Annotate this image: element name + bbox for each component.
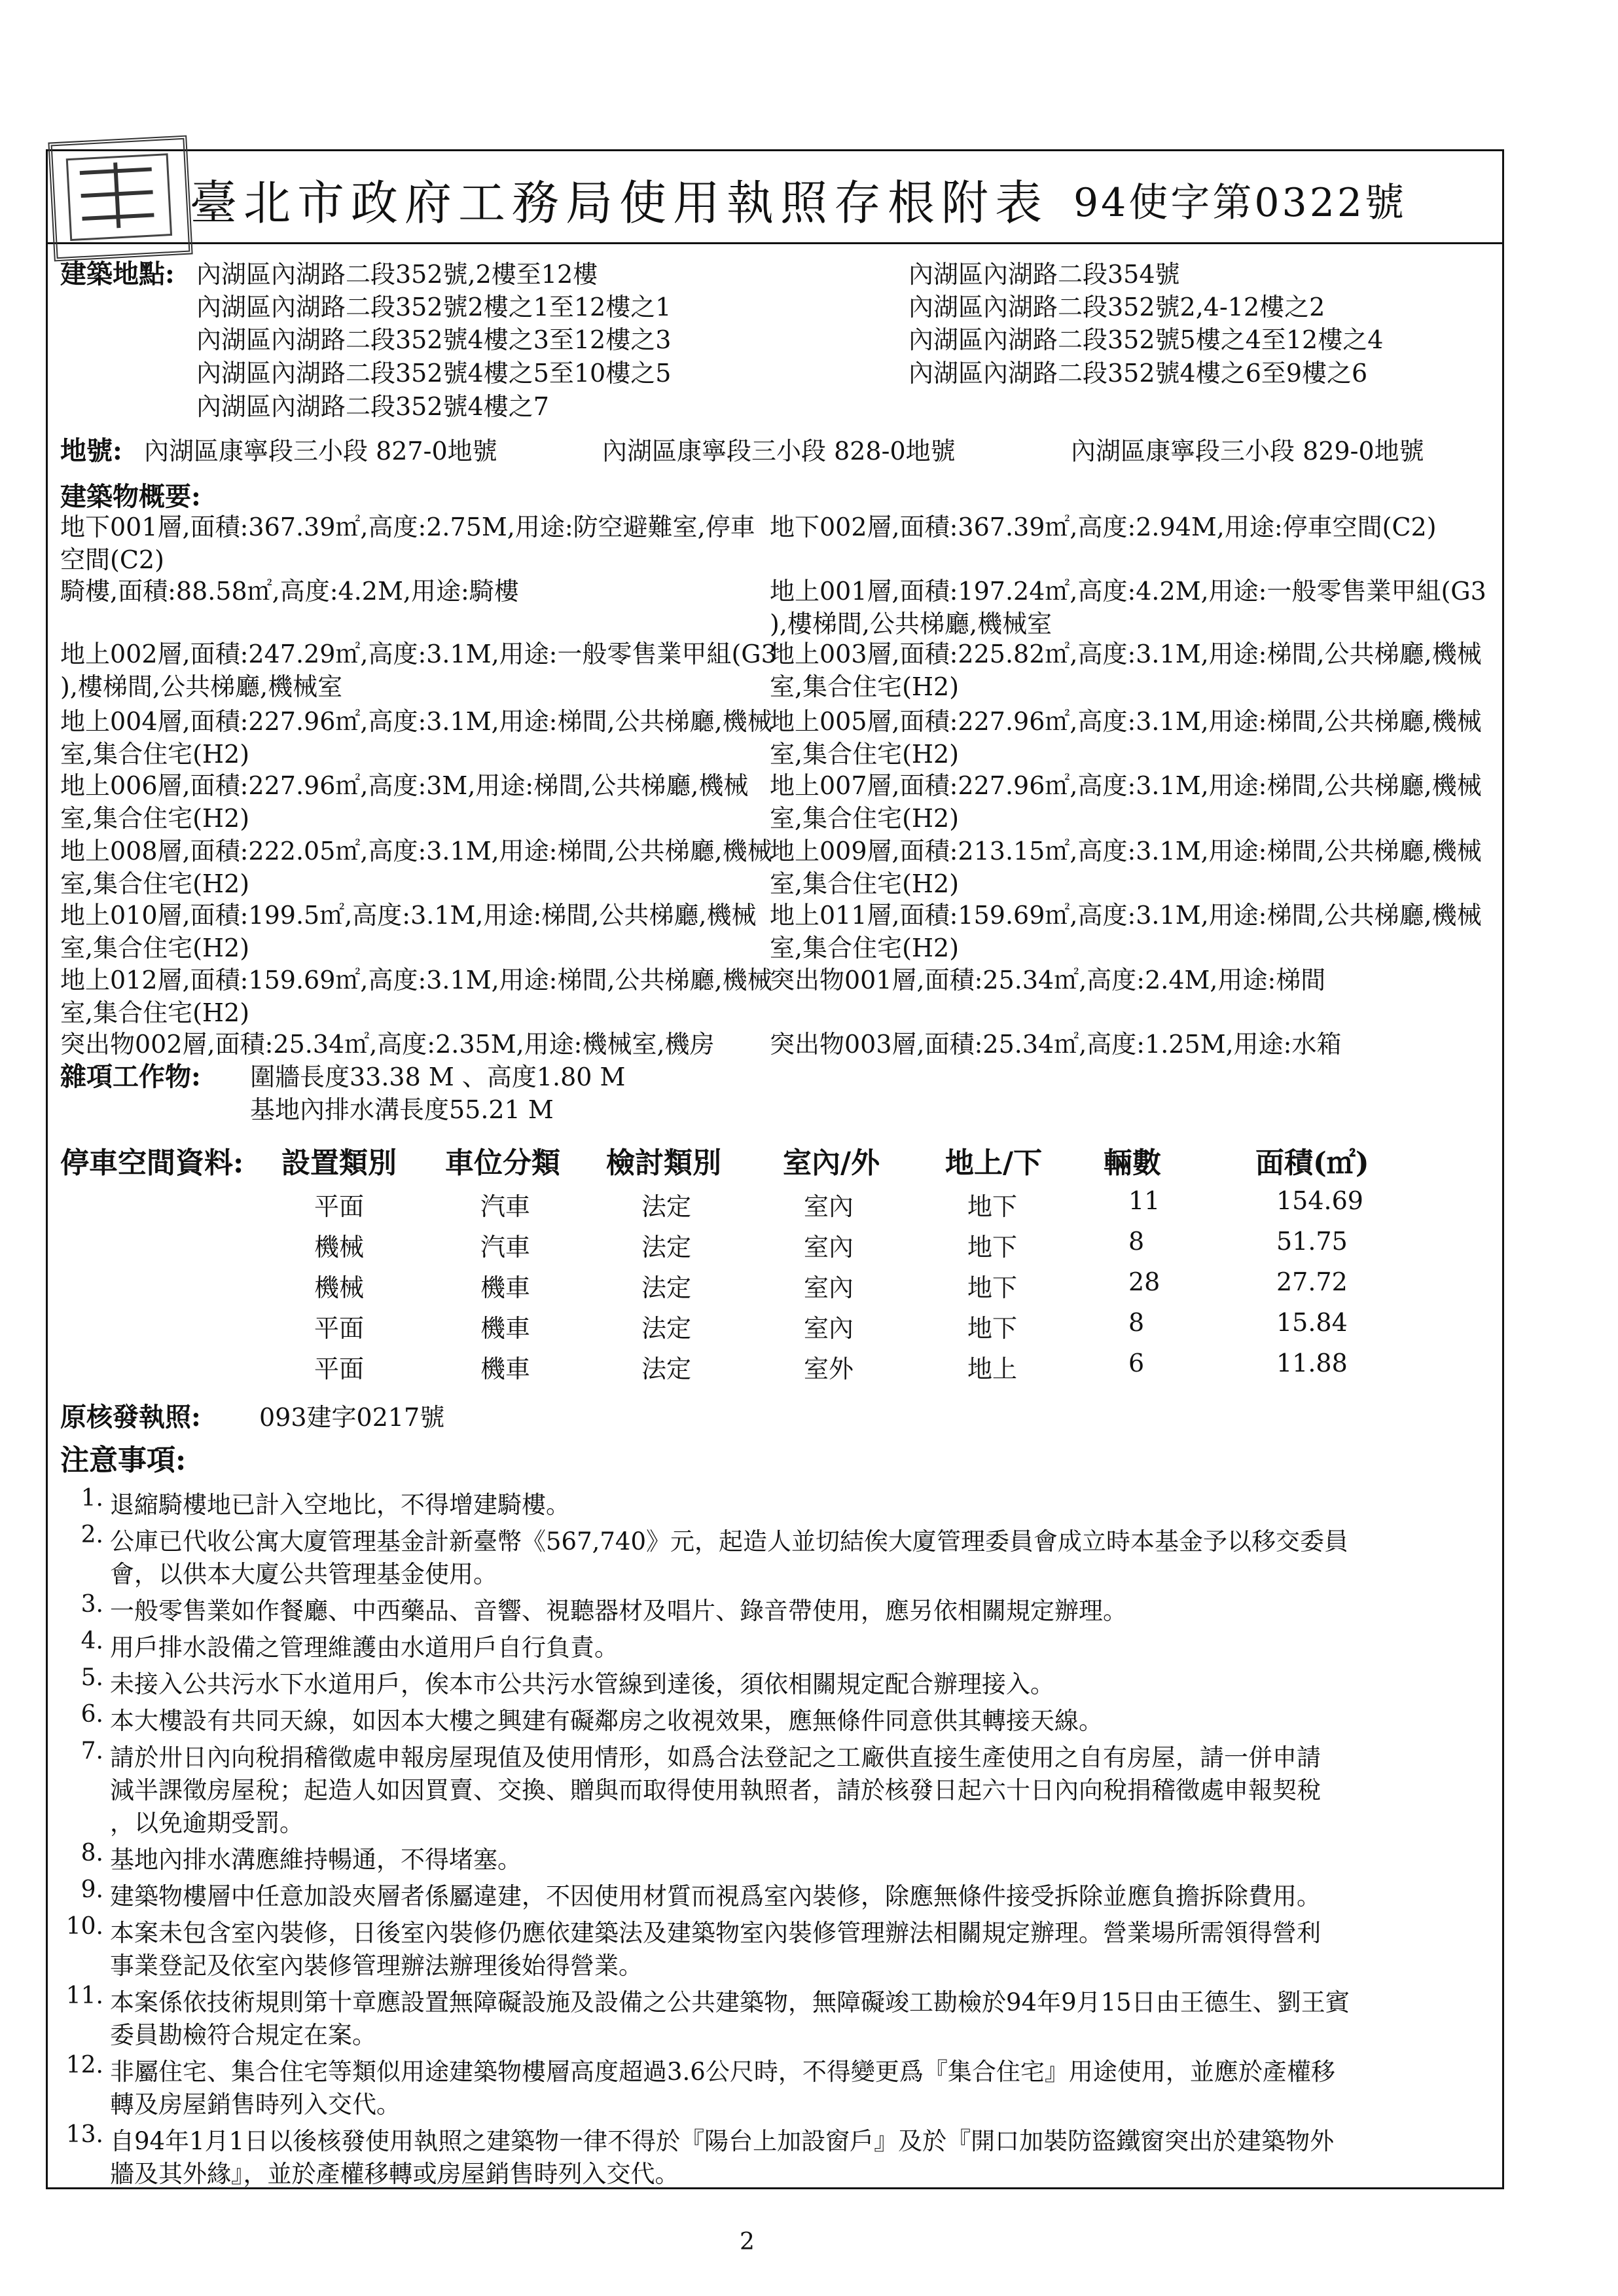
note-text: 本大樓設有共同天線，如因本大樓之興建有礙鄰房之收視效果，應無條件同意供其轉接天線。 xyxy=(110,1707,1103,1735)
misc-works-item: 基地內排水溝長度55.21 M xyxy=(250,1095,554,1124)
parking-cell: 汽車 xyxy=(480,1192,531,1221)
parking-cell: 機械 xyxy=(314,1273,365,1302)
note-text: 公庫已代收公寓大廈管理基金計新臺幣《567,740》元，起造人並切結俟大廈管理委員會成立時本基金予以移交委員 xyxy=(110,1527,1349,1556)
note-text: 用戶排水設備之管理維護由水道用戶自行負責。 xyxy=(110,1633,619,1662)
floor-entry: 突出物001層,面積:25.34㎡,高度:2.4M,用途:梯間 xyxy=(770,966,1326,994)
parking-cell: 室內 xyxy=(804,1192,854,1221)
original-permit-label: 原核發執照: xyxy=(60,1402,201,1432)
floor-entry-cont: 室,集合住宅(H2) xyxy=(770,672,960,701)
parking-cell: 地下 xyxy=(967,1192,1018,1221)
note-number: 5. xyxy=(81,1664,103,1691)
note-text: 本案係依技術規則第十章應設置無障礙設施及設備之公共建築物，無障礙竣工勘檢於94年9月15日由王德生、劉王賓 xyxy=(110,1988,1350,2016)
floor-entry-cont: ),樓梯間,公共梯廳,機械室 xyxy=(60,672,343,701)
parking-cell: 地下 xyxy=(967,1314,1018,1343)
floor-entry-cont: 室,集合住宅(H2) xyxy=(770,740,960,769)
parking-col-header: 車位分類 xyxy=(445,1146,560,1180)
parking-label: 停車空間資料: xyxy=(60,1146,244,1180)
parking-cell: 法定 xyxy=(641,1273,692,1302)
address-left-line: 內湖區內湖路二段352號4樓之3至12樓之3 xyxy=(196,325,672,354)
building-summary-label: 建築物概要: xyxy=(60,481,201,512)
note-text: 非屬住宅、集合住宅等類似用途建築物樓層高度超過3.6公尺時，不得變更爲『集合住宅』用途使用，並應於產權移 xyxy=(110,2058,1335,2086)
note-text: 轉及房屋銷售時列入交代。 xyxy=(110,2090,401,2119)
parking-cell: 汽車 xyxy=(480,1233,531,1262)
address-right-line: 內湖區內湖路二段352號2,4-12樓之2 xyxy=(908,293,1325,321)
parking-cell: 機車 xyxy=(480,1314,531,1343)
note-number: 7. xyxy=(81,1738,103,1764)
floor-entry-cont: 室,集合住宅(H2) xyxy=(60,998,250,1027)
floor-entry: 地上005層,面積:227.96㎡,高度:3.1M,用途:梯間,公共梯廳,機械 xyxy=(770,707,1482,736)
floor-entry: 地上012層,面積:159.69㎡,高度:3.1M,用途:梯間,公共梯廳,機械 xyxy=(60,966,772,994)
parking-col-header: 室內/外 xyxy=(783,1146,880,1180)
parking-col-header: 面積(㎡) xyxy=(1255,1146,1369,1180)
note-text: 退縮騎樓地已計入空地比，不得增建騎樓。 xyxy=(110,1491,570,1519)
parking-col-header: 檢討類別 xyxy=(606,1146,721,1180)
document-title: 臺北市政府工務局使用執照存根附表 xyxy=(190,175,1049,230)
note-text: ，以免逾期受罰。 xyxy=(110,1809,304,1837)
address-left-line: 內湖區內湖路二段352號2樓之1至12樓之1 xyxy=(196,293,672,321)
note-text: 自94年1月1日以後核發使用執照之建築物一律不得於『陽台上加設窗戶』及於『開口加裝防盜鐵窗突出於建築物外 xyxy=(110,2127,1335,2155)
note-text: 事業登記及依室內裝修管理辦法辦理後始得營業。 xyxy=(110,1952,643,1980)
parking-cell: 8 xyxy=(1128,1308,1145,1337)
parking-cell: 法定 xyxy=(641,1314,692,1343)
address-left-line: 內湖區內湖路二段352號4樓之5至10樓之5 xyxy=(196,359,672,388)
note-number: 10. xyxy=(65,1913,103,1940)
official-seal-stamp xyxy=(48,136,192,262)
parking-cell: 地下 xyxy=(967,1273,1018,1302)
parking-cell: 法定 xyxy=(641,1355,692,1383)
note-number: 13. xyxy=(65,2121,103,2148)
parking-cell: 154.69 xyxy=(1276,1186,1363,1215)
floor-entry-cont: 室,集合住宅(H2) xyxy=(770,869,960,898)
address-label: 建築地點: xyxy=(60,259,175,289)
lot-label: 地號: xyxy=(60,435,122,466)
parking-cell: 機車 xyxy=(480,1355,531,1383)
floor-entry: 突出物002層,面積:25.34㎡,高度:2.35M,用途:機械室,機房 xyxy=(60,1030,715,1059)
parking-cell: 法定 xyxy=(641,1192,692,1221)
note-number: 12. xyxy=(65,2052,103,2079)
parking-cell: 8 xyxy=(1128,1227,1145,1256)
parking-cell: 法定 xyxy=(641,1233,692,1262)
parking-cell: 地上 xyxy=(967,1355,1018,1383)
note-number: 6. xyxy=(81,1701,103,1728)
address-right-line: 內湖區內湖路二段352號5樓之4至12樓之4 xyxy=(908,325,1384,354)
floor-entry: 地上008層,面積:222.05㎡,高度:3.1M,用途:梯間,公共梯廳,機械 xyxy=(60,837,772,866)
parking-cell: 51.75 xyxy=(1276,1227,1348,1256)
parking-col-header: 輛數 xyxy=(1104,1146,1161,1180)
floor-entry-cont: 室,集合住宅(H2) xyxy=(60,934,250,962)
parking-cell: 室內 xyxy=(804,1273,854,1302)
floor-entry: 突出物003層,面積:25.34㎡,高度:1.25M,用途:水箱 xyxy=(770,1030,1342,1059)
parking-cell: 27.72 xyxy=(1276,1267,1348,1296)
parking-cell: 室內 xyxy=(804,1314,854,1343)
note-number: 9. xyxy=(81,1876,103,1903)
floor-entry-cont: 空間(C2) xyxy=(60,545,164,574)
floor-entry-cont: 室,集合住宅(H2) xyxy=(60,869,250,898)
parking-cell: 室外 xyxy=(804,1355,854,1383)
parking-cell: 機車 xyxy=(480,1273,531,1302)
misc-works-item: 圍牆長度33.38 M 、高度1.80 M xyxy=(250,1063,626,1091)
notes-label: 注意事項: xyxy=(60,1444,187,1477)
floor-entry: 地上011層,面積:159.69㎡,高度:3.1M,用途:梯間,公共梯廳,機械 xyxy=(770,901,1482,930)
floor-entry: 地下002層,面積:367.39㎡,高度:2.94M,用途:停車空間(C2) xyxy=(770,513,1437,541)
note-text: 委員勘檢符合規定在案。 xyxy=(110,2021,376,2049)
original-permit-value: 093建字0217號 xyxy=(259,1403,445,1432)
floor-entry: 地上010層,面積:199.5㎡,高度:3.1M,用途:梯間,公共梯廳,機械 xyxy=(60,901,757,930)
permit-number: 94使字第0322號 xyxy=(1073,180,1407,226)
floor-entry-cont: 室,集合住宅(H2) xyxy=(60,740,250,769)
note-text: 減半課徵房屋稅；起造人如因買賣、交換、贈與而取得使用執照者，請於核發日起六十日內向稅捐稽徵處申報契稅 xyxy=(110,1776,1321,1804)
floor-entry: 騎樓,面積:88.58㎡,高度:4.2M,用途:騎樓 xyxy=(60,577,519,606)
floor-entry: 地上003層,面積:225.82㎡,高度:3.1M,用途:梯間,公共梯廳,機械 xyxy=(770,640,1482,668)
floor-entry-cont: 室,集合住宅(H2) xyxy=(60,804,250,833)
parking-cell: 平面 xyxy=(314,1355,365,1383)
parking-cell: 15.84 xyxy=(1276,1308,1348,1337)
note-number: 8. xyxy=(81,1840,103,1867)
floor-entry: 地上009層,面積:213.15㎡,高度:3.1M,用途:梯間,公共梯廳,機械 xyxy=(770,837,1482,866)
parking-cell: 11 xyxy=(1128,1186,1160,1215)
lot-number: 內湖區康寧段三小段 828-0地號 xyxy=(602,437,956,465)
floor-entry-cont: 室,集合住宅(H2) xyxy=(770,804,960,833)
page-number: 2 xyxy=(740,2229,755,2255)
note-number: 3. xyxy=(81,1591,103,1618)
floor-entry-cont: ),樓梯間,公共梯廳,機械室 xyxy=(770,610,1052,638)
parking-cell: 機械 xyxy=(314,1233,365,1262)
floor-entry: 地上002層,面積:247.29㎡,高度:3.1M,用途:一般零售業甲組(G3 xyxy=(60,640,777,668)
floor-entry: 地上007層,面積:227.96㎡,高度:3.1M,用途:梯間,公共梯廳,機械 xyxy=(770,771,1482,800)
parking-col-header: 設置類別 xyxy=(281,1146,397,1180)
note-text: 牆及其外緣』，並於產權移轉或房屋銷售時列入交代。 xyxy=(110,2160,679,2188)
floor-entry: 地上006層,面積:227.96㎡,高度:3M,用途:梯間,公共梯廳,機械 xyxy=(60,771,749,800)
note-number: 4. xyxy=(81,1628,103,1654)
address-left-line: 內湖區內湖路二段352號4樓之7 xyxy=(196,392,549,421)
address-left-line: 內湖區內湖路二段352號,2樓至12樓 xyxy=(196,260,598,289)
note-text: 請於卅日內向稅捐稽徵處申報房屋現值及使用情形，如爲合法登記之工廠供直接生產使用之自有房屋，請一併申請 xyxy=(110,1743,1321,1772)
parking-cell: 平面 xyxy=(314,1314,365,1343)
address-right-line: 內湖區內湖路二段352號4樓之6至9樓之6 xyxy=(908,359,1368,388)
parking-cell: 28 xyxy=(1128,1267,1160,1296)
parking-cell: 平面 xyxy=(314,1192,365,1221)
note-text: 會，以供本大廈公共管理基金使用。 xyxy=(110,1560,497,1588)
lot-number: 內湖區康寧段三小段 827-0地號 xyxy=(144,437,497,465)
parking-cell: 6 xyxy=(1128,1349,1145,1377)
address-right-line: 內湖區內湖路二段354號 xyxy=(908,260,1180,289)
parking-cell: 地下 xyxy=(967,1233,1018,1262)
note-text: 建築物樓層中任意加設夾層者係屬違建，不因使用材質而視爲室內裝修，除應無條件接受拆除並應負擔拆除費用。 xyxy=(110,1882,1321,1910)
floor-entry: 地下001層,面積:367.39㎡,高度:2.75M,用途:防空避難室,停車 xyxy=(60,513,755,541)
floor-entry: 地上004層,面積:227.96㎡,高度:3.1M,用途:梯間,公共梯廳,機械 xyxy=(60,707,772,736)
note-text: 未接入公共污水下水道用戶，俟本市公共污水管線到達後，須依相關規定配合辦理接入。 xyxy=(110,1670,1054,1698)
note-text: 一般零售業如作餐廳、中西藥品、音響、視聽器材及唱片、錄音帶使用，應另依相關規定辦理。 xyxy=(110,1597,1127,1625)
parking-cell: 室內 xyxy=(804,1233,854,1262)
note-number: 11. xyxy=(65,1982,103,2009)
note-number: 2. xyxy=(81,1522,103,1548)
floor-entry-cont: 室,集合住宅(H2) xyxy=(770,934,960,962)
note-number: 1. xyxy=(81,1485,103,1512)
misc-works-label: 雜項工作物: xyxy=(60,1061,201,1092)
parking-cell: 11.88 xyxy=(1276,1349,1348,1377)
note-text: 基地內排水溝應維持暢通，不得堵塞。 xyxy=(110,1846,522,1874)
lot-number: 內湖區康寧段三小段 829-0地號 xyxy=(1071,437,1424,465)
title-divider xyxy=(46,242,1502,244)
floor-entry: 地上001層,面積:197.24㎡,高度:4.2M,用途:一般零售業甲組(G3 xyxy=(770,577,1486,606)
parking-col-header: 地上/下 xyxy=(945,1146,1043,1180)
note-text: 本案未包含室內裝修，日後室內裝修仍應依建築法及建築物室內裝修管理辦法相關規定辦理。營業場所需領得營利 xyxy=(110,1919,1321,1947)
